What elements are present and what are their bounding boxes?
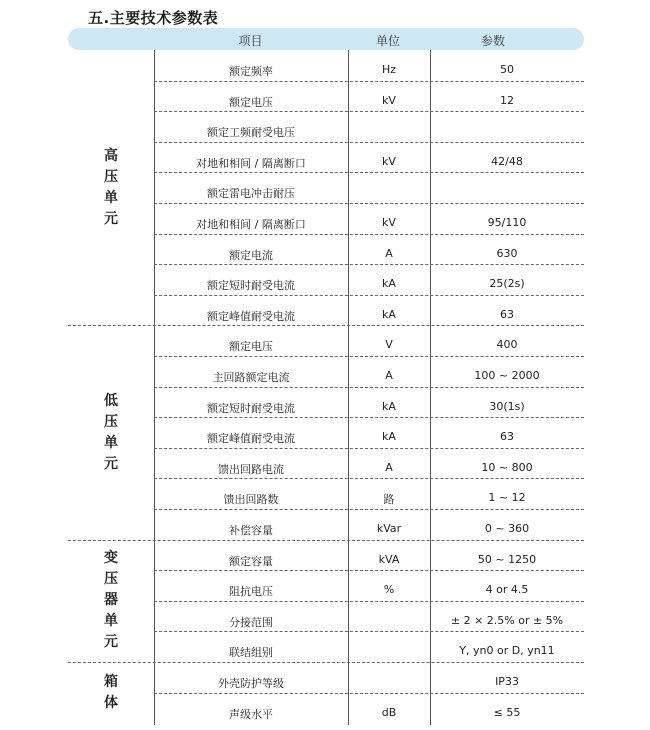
row-unit: 路 bbox=[383, 493, 395, 507]
row-divider bbox=[154, 234, 584, 235]
row-item: 额定容量 bbox=[229, 554, 273, 568]
section-label-char: 压 bbox=[104, 168, 118, 185]
row-divider bbox=[154, 478, 584, 479]
row-value: 50 bbox=[500, 63, 514, 76]
spec-table bbox=[68, 50, 584, 730]
section-label-char: 高 bbox=[104, 147, 118, 164]
table-header bbox=[68, 28, 584, 50]
row-divider bbox=[154, 295, 584, 296]
row-divider bbox=[154, 172, 584, 173]
row-item: 主回路额定电流 bbox=[212, 371, 290, 384]
header-param: 参数 bbox=[480, 34, 505, 48]
row-unit: A bbox=[385, 460, 393, 474]
section-label bbox=[68, 391, 154, 475]
row-divider bbox=[154, 509, 584, 510]
row-item: 联结组别 bbox=[229, 646, 273, 660]
row-unit: Hz bbox=[381, 63, 397, 76]
row-value: Y, yn0 or D, yn11 bbox=[459, 644, 555, 658]
row-item: 额定工频耐受电压 bbox=[207, 126, 295, 140]
row-unit: kV bbox=[382, 154, 396, 168]
row-unit: kA bbox=[382, 307, 396, 321]
row-unit: kVA bbox=[378, 552, 400, 566]
row-divider bbox=[154, 81, 584, 82]
row-item: 额定峰值耐受电流 bbox=[207, 432, 295, 446]
row-divider bbox=[154, 631, 584, 632]
row-value: 10 ~ 800 bbox=[481, 460, 533, 474]
row-item: 额定短时耐受电流 bbox=[207, 401, 295, 415]
row-item: 对地和相间 / 隔离断口 bbox=[196, 156, 306, 170]
row-item: 分接范围 bbox=[229, 615, 273, 629]
row-value: 42/48 bbox=[491, 154, 523, 168]
row-value: 25(2s) bbox=[489, 277, 525, 291]
row-value: 63 bbox=[500, 430, 514, 444]
row-divider bbox=[154, 417, 584, 418]
row-divider bbox=[154, 203, 584, 204]
row-unit: % bbox=[383, 583, 395, 597]
row-item: 对地和相间 / 隔离断口 bbox=[196, 218, 306, 231]
section-label-char: 箱 bbox=[104, 673, 118, 690]
row-divider bbox=[154, 356, 584, 357]
row-value: ± 2 × 2.5% or ± 5% bbox=[450, 613, 564, 627]
section-label-char: 变 bbox=[104, 550, 118, 567]
section-divider bbox=[68, 325, 584, 326]
section-divider bbox=[68, 540, 584, 541]
section-label-char: 压 bbox=[104, 413, 118, 430]
header-item: 项目 bbox=[238, 34, 263, 48]
row-unit: kA bbox=[382, 430, 396, 444]
section-label-char: 单 bbox=[104, 434, 118, 451]
row-value: 95/110 bbox=[487, 216, 527, 229]
section-label-char: 体 bbox=[104, 694, 118, 711]
row-item: 额定雷电冲击耐压 bbox=[207, 187, 295, 201]
row-unit: dB bbox=[381, 705, 397, 719]
row-item: 额定峰值耐受电流 bbox=[207, 309, 295, 323]
row-value: 100 ~ 2000 bbox=[474, 369, 540, 382]
section-label-char: 单 bbox=[104, 613, 118, 630]
section-label-char: 压 bbox=[104, 571, 118, 588]
section-label bbox=[68, 548, 154, 653]
row-unit: kVar bbox=[376, 522, 402, 535]
row-value: IP33 bbox=[495, 675, 519, 688]
row-divider bbox=[154, 570, 584, 571]
row-item: 声级水平 bbox=[229, 707, 273, 721]
row-item: 额定电压 bbox=[229, 340, 273, 354]
section-label-char: 元 bbox=[104, 634, 118, 651]
row-value: 63 bbox=[500, 307, 514, 321]
row-divider bbox=[154, 601, 584, 602]
row-item: 外壳防护等级 bbox=[218, 677, 284, 690]
row-value: 0 ~ 360 bbox=[484, 522, 530, 535]
row-unit: kV bbox=[382, 216, 396, 229]
section-label-char: 元 bbox=[104, 455, 118, 472]
section-label bbox=[68, 672, 154, 714]
row-divider bbox=[154, 387, 584, 388]
section-label-char: 元 bbox=[104, 210, 118, 227]
page-title: 五.主要技术参数表 bbox=[88, 9, 219, 27]
row-value: 4 or 4.5 bbox=[485, 583, 529, 597]
row-value: ≤ 55 bbox=[493, 705, 521, 719]
row-unit: A bbox=[385, 369, 393, 382]
header-unit: 单位 bbox=[375, 34, 400, 48]
row-item: 补偿容量 bbox=[229, 524, 273, 537]
row-item: 额定电流 bbox=[229, 248, 273, 262]
row-value: 30(1s) bbox=[489, 399, 525, 413]
row-unit: kA bbox=[382, 277, 396, 291]
row-item: 额定短时耐受电流 bbox=[207, 279, 295, 293]
row-value: 400 bbox=[496, 338, 518, 352]
row-unit: V bbox=[385, 338, 393, 352]
row-item: 额定频率 bbox=[229, 65, 273, 78]
row-divider bbox=[154, 111, 584, 112]
row-value: 50 ~ 1250 bbox=[477, 552, 537, 566]
section-label-char: 低 bbox=[104, 392, 118, 409]
row-value: 1 ~ 12 bbox=[488, 491, 526, 505]
row-item: 馈出回路电流 bbox=[218, 462, 284, 476]
row-divider bbox=[154, 448, 584, 449]
row-value: 12 bbox=[500, 93, 514, 107]
row-item: 馈出回路数 bbox=[223, 493, 279, 507]
section-label-char: 器 bbox=[104, 592, 118, 609]
section-label-char: 单 bbox=[104, 189, 118, 206]
row-item: 额定电压 bbox=[229, 95, 273, 109]
row-unit: kA bbox=[382, 399, 396, 413]
row-item: 阻抗电压 bbox=[229, 585, 273, 599]
row-divider bbox=[154, 693, 584, 694]
row-divider bbox=[154, 264, 584, 265]
section-divider bbox=[68, 662, 584, 663]
row-divider bbox=[154, 142, 584, 143]
section-label bbox=[68, 146, 154, 230]
row-value: 630 bbox=[496, 246, 518, 260]
row-unit: A bbox=[385, 246, 393, 260]
row-unit: kV bbox=[382, 93, 396, 107]
